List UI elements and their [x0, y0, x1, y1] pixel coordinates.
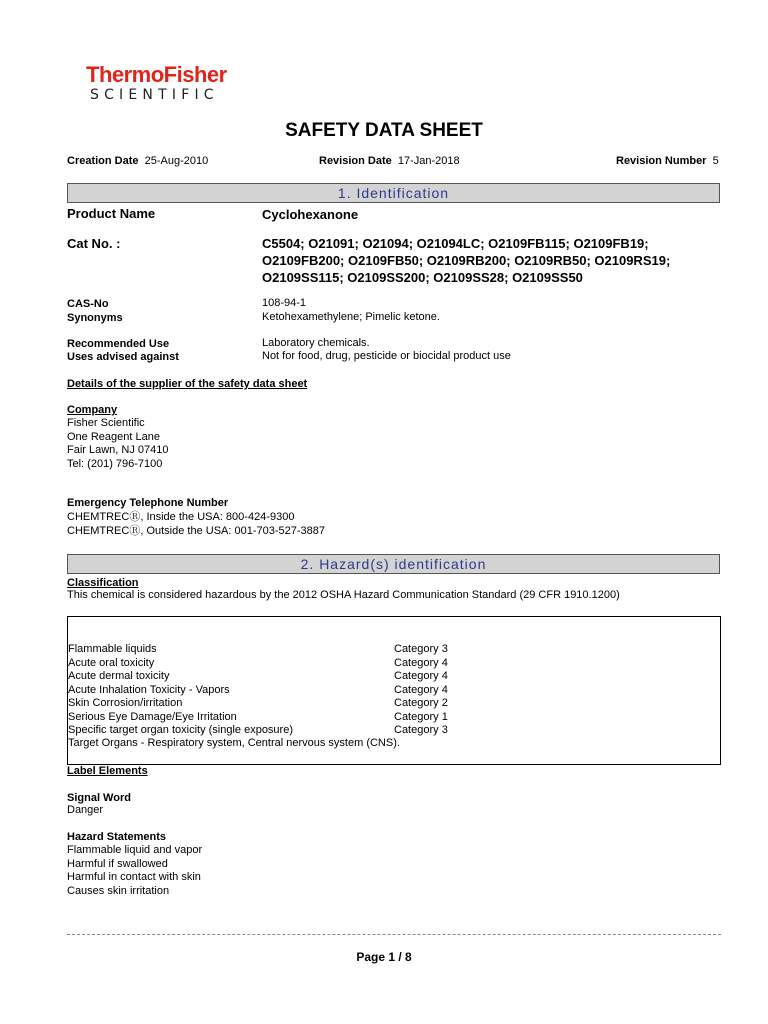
company-line: Tel: (201) 796-7100 — [67, 458, 163, 470]
creation-date-label: Creation Date — [67, 155, 139, 167]
emergency-phone-line: CHEMTRECⓇ, Inside the USA: 800-424-9300 — [67, 511, 295, 523]
hazard-row — [68, 724, 488, 738]
hazard-name: Acute oral toxicity — [68, 656, 155, 669]
revision-number — [616, 155, 719, 167]
hazard-row — [68, 697, 488, 711]
creation-date — [67, 155, 208, 167]
recommended-use-label: Recommended Use — [67, 338, 170, 350]
uses-advised-against-label: Uses advised against — [67, 351, 179, 363]
company-line: Fair Lawn, NJ 07410 — [67, 444, 169, 456]
hazard-category: Category 3 — [394, 724, 448, 736]
emergency-phone-label: Emergency Telephone Number — [67, 497, 229, 509]
hazard-row — [68, 670, 488, 684]
hazard-name: Acute dermal toxicity — [68, 670, 170, 682]
revision-number-label: Revision Number — [616, 155, 707, 167]
revision-date-label: Revision Date — [319, 155, 392, 167]
hazard-category: Category 2 — [394, 697, 448, 709]
cat-no-line-2: O2109FB200; O2109FB50; O2109RB200; O2109RB50; O2109RS19; — [262, 253, 671, 268]
company-label: Company — [67, 404, 118, 416]
classification-label: Classification — [67, 577, 139, 589]
document-title: SAFETY DATA SHEET — [285, 120, 483, 141]
cas-no-value: 108-94-1 — [262, 297, 307, 309]
supplier-details-heading: Details of the supplier of the safety data sheet — [67, 378, 308, 390]
hazard-statement: Causes skin irritation — [67, 884, 170, 897]
creation-date-value: 25-Aug-2010 — [144, 155, 209, 167]
signal-word-value: Danger — [67, 804, 104, 816]
company-line: One Reagent Lane — [67, 431, 160, 443]
synonyms-label: Synonyms — [67, 312, 123, 324]
hazard-row — [68, 711, 488, 725]
revision-date-value: 17-Jan-2018 — [397, 155, 460, 167]
synonyms-value: Ketohexamethylene; Pimelic ketone. — [262, 311, 440, 323]
uses-advised-against-value: Not for food, drug, pesticide or biocidal product use — [262, 350, 511, 362]
signal-word-label: Signal Word — [67, 792, 131, 804]
label-elements-heading: Label Elements — [67, 765, 148, 777]
cat-no-line-1: C5504; O21091; O21094; O21094LC; O2109FB115; O2109FB19; — [262, 236, 649, 251]
hazard-name: Serious Eye Damage/Eye Irritation — [68, 710, 237, 723]
hazard-row — [68, 643, 488, 657]
section-1-heading: 1. Identification — [67, 183, 720, 203]
hazard-statements-label: Hazard Statements — [67, 831, 167, 843]
hazard-statement: Harmful if swallowed — [67, 857, 168, 870]
cat-no-label: Cat No. : — [67, 236, 121, 251]
classification-text: This chemical is considered hazardous by the 2012 OSHA Hazard Communication Standard (29 CFR 1910.1200) — [67, 589, 620, 601]
product-name-label: Product Name — [67, 206, 156, 221]
brand-logo-subtitle: SCIENTIFIC — [90, 87, 219, 103]
cas-no-label: CAS-No — [67, 298, 109, 310]
recommended-use-value: Laboratory chemicals. — [262, 337, 370, 349]
hazard-name: Skin Corrosion/irritation — [68, 697, 183, 709]
hazard-name: Specific target organ toxicity (single exposure) — [68, 724, 293, 736]
hazard-row — [68, 657, 488, 671]
hazard-category: Category 4 — [394, 656, 448, 669]
hazard-category: Category 1 — [394, 710, 448, 723]
hazard-statement: Harmful in contact with skin — [67, 871, 201, 883]
emergency-phone-line: CHEMTRECⓇ, Outside the USA: 001-703-527-3887 — [67, 525, 326, 537]
revision-number-value: 5 — [712, 155, 719, 167]
cat-no-line-3: O2109SS115; O2109SS200; O2109SS28; O2109SS50 — [262, 270, 583, 285]
footer-divider — [67, 934, 721, 935]
hazard-category: Category 4 — [394, 683, 448, 696]
hazard-category: Category 3 — [394, 643, 448, 655]
section-2-heading: 2. Hazard(s) identification — [67, 554, 720, 574]
brand-logo-wordmark: ThermoFisher — [86, 62, 227, 87]
hazard-name: Flammable liquids — [68, 643, 157, 655]
hazard-row — [68, 684, 488, 698]
product-name-value: Cyclohexanone — [262, 207, 359, 222]
hazard-name: Acute Inhalation Toxicity - Vapors — [68, 683, 230, 696]
company-line: Fisher Scientific — [67, 417, 145, 429]
target-organs: Target Organs - Respiratory system, Central nervous system (CNS). — [68, 737, 400, 749]
revision-date — [319, 155, 460, 167]
hazard-category: Category 4 — [394, 670, 448, 682]
hazard-statement: Flammable liquid and vapor — [67, 844, 203, 856]
page-number: Page 1 / 8 — [356, 950, 412, 964]
